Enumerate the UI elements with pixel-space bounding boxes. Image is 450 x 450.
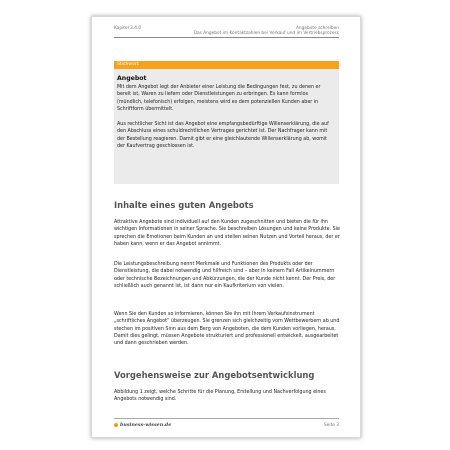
footer-divider [114,418,339,419]
keyword-title: Angebot [117,75,147,82]
body-paragraph: Die Leistungsbeschreibung nennt Merkmale und Funktionen des Produkts oder der Dienstleistung, die dabei notwendig und hilfreich sind – aber in keinem Fall Artikelnummern oder technische Bezeichnungen und Abkürzungen, die der Kunde nicht kennt. Der Preis, der schließlich auch genannt ist, ist dann nur ein Kaufkriterium von vielen. [114,262,336,289]
body-paragraph: Attraktive Angebote sind individuell auf den Kunden zugeschnitten und bieten die für ihn wichtigen Informationen in seiner Sprache. Sie beschreiben Lösungen und keine Produkte. Sie sprechen die Emotionen beim Kunden an und stellen seinen Nutzen und Vorteil heraus, der er haben kann, wenn er das Angebot annimmt. [114,220,340,247]
header-subtitle: Das Angebot im Kontaktzahlen bei Verkauf und im Vertriebsprozess [193,31,339,36]
keyword-paragraph: Mit dem Angebot legt der Anbieter einer Leistung die Bedingungen fest, zu denen er bereit ist, Waren zu liefern oder Dienstleistungen zu erbringen. Es kann formlos (mündlich, telefonisch) erfolgen, meistens wird es dem potenziellen Kunden aber in Schriftform übermittelt. [117,85,321,112]
header-divider [114,37,339,38]
document-page [91,16,361,438]
logo-dot-icon [114,423,118,427]
footer-logo[interactable] [114,421,171,429]
page-number: Seite 3 [324,423,339,428]
keyword-box [114,61,339,184]
keyword-bar [114,61,339,69]
header-section: Angebote schreiben [295,26,339,31]
keyword-paragraph: Aus rechtlicher Sicht ist das Angebot eine empfangsbedürftige Willenserklärung, die auf den Abschluss eines schuldrechtlichen Vertrages gerichtet ist. Der Nachfrager kann mit der Bestellung reagieren. Damit gibt er eine gleichlautende Willenserklärung ab, womit der Kaufvertrag geschlossen ist. [117,122,329,149]
section-heading: Vorgehensweise zur Angebotsentwicklung [114,370,315,380]
section-heading: Inhalte eines guten Angebots [114,200,254,210]
header-chapter: Kapitel 3.4.0 [114,26,142,31]
keyword-label: Stichwort [117,62,139,68]
body-paragraph: Wenn Sie den Kunden so informieren, können Sie ihn mit Ihrem Verkaufsinstrument „schriftliches Angebot“ überzeugen. Sie grenzen sich gleichzeitig vom Wettbewerbern ab und stechen im positiven Sinn aus dem Berg von Angeboten, die dem Kunden vorliegen, heraus. Damit dies gelingt, müssen Angebote strukturiert und professionell entwickelt, ausgearbeitet und dann geschrieben werden. [114,312,340,347]
logo-text: business-wissen.de [120,422,172,428]
body-paragraph: Abbildung 1 zeigt, welche Schritte für die Planung, Erstellung und Nachverfolgung eines Angebots notwendig sind. [114,390,326,403]
